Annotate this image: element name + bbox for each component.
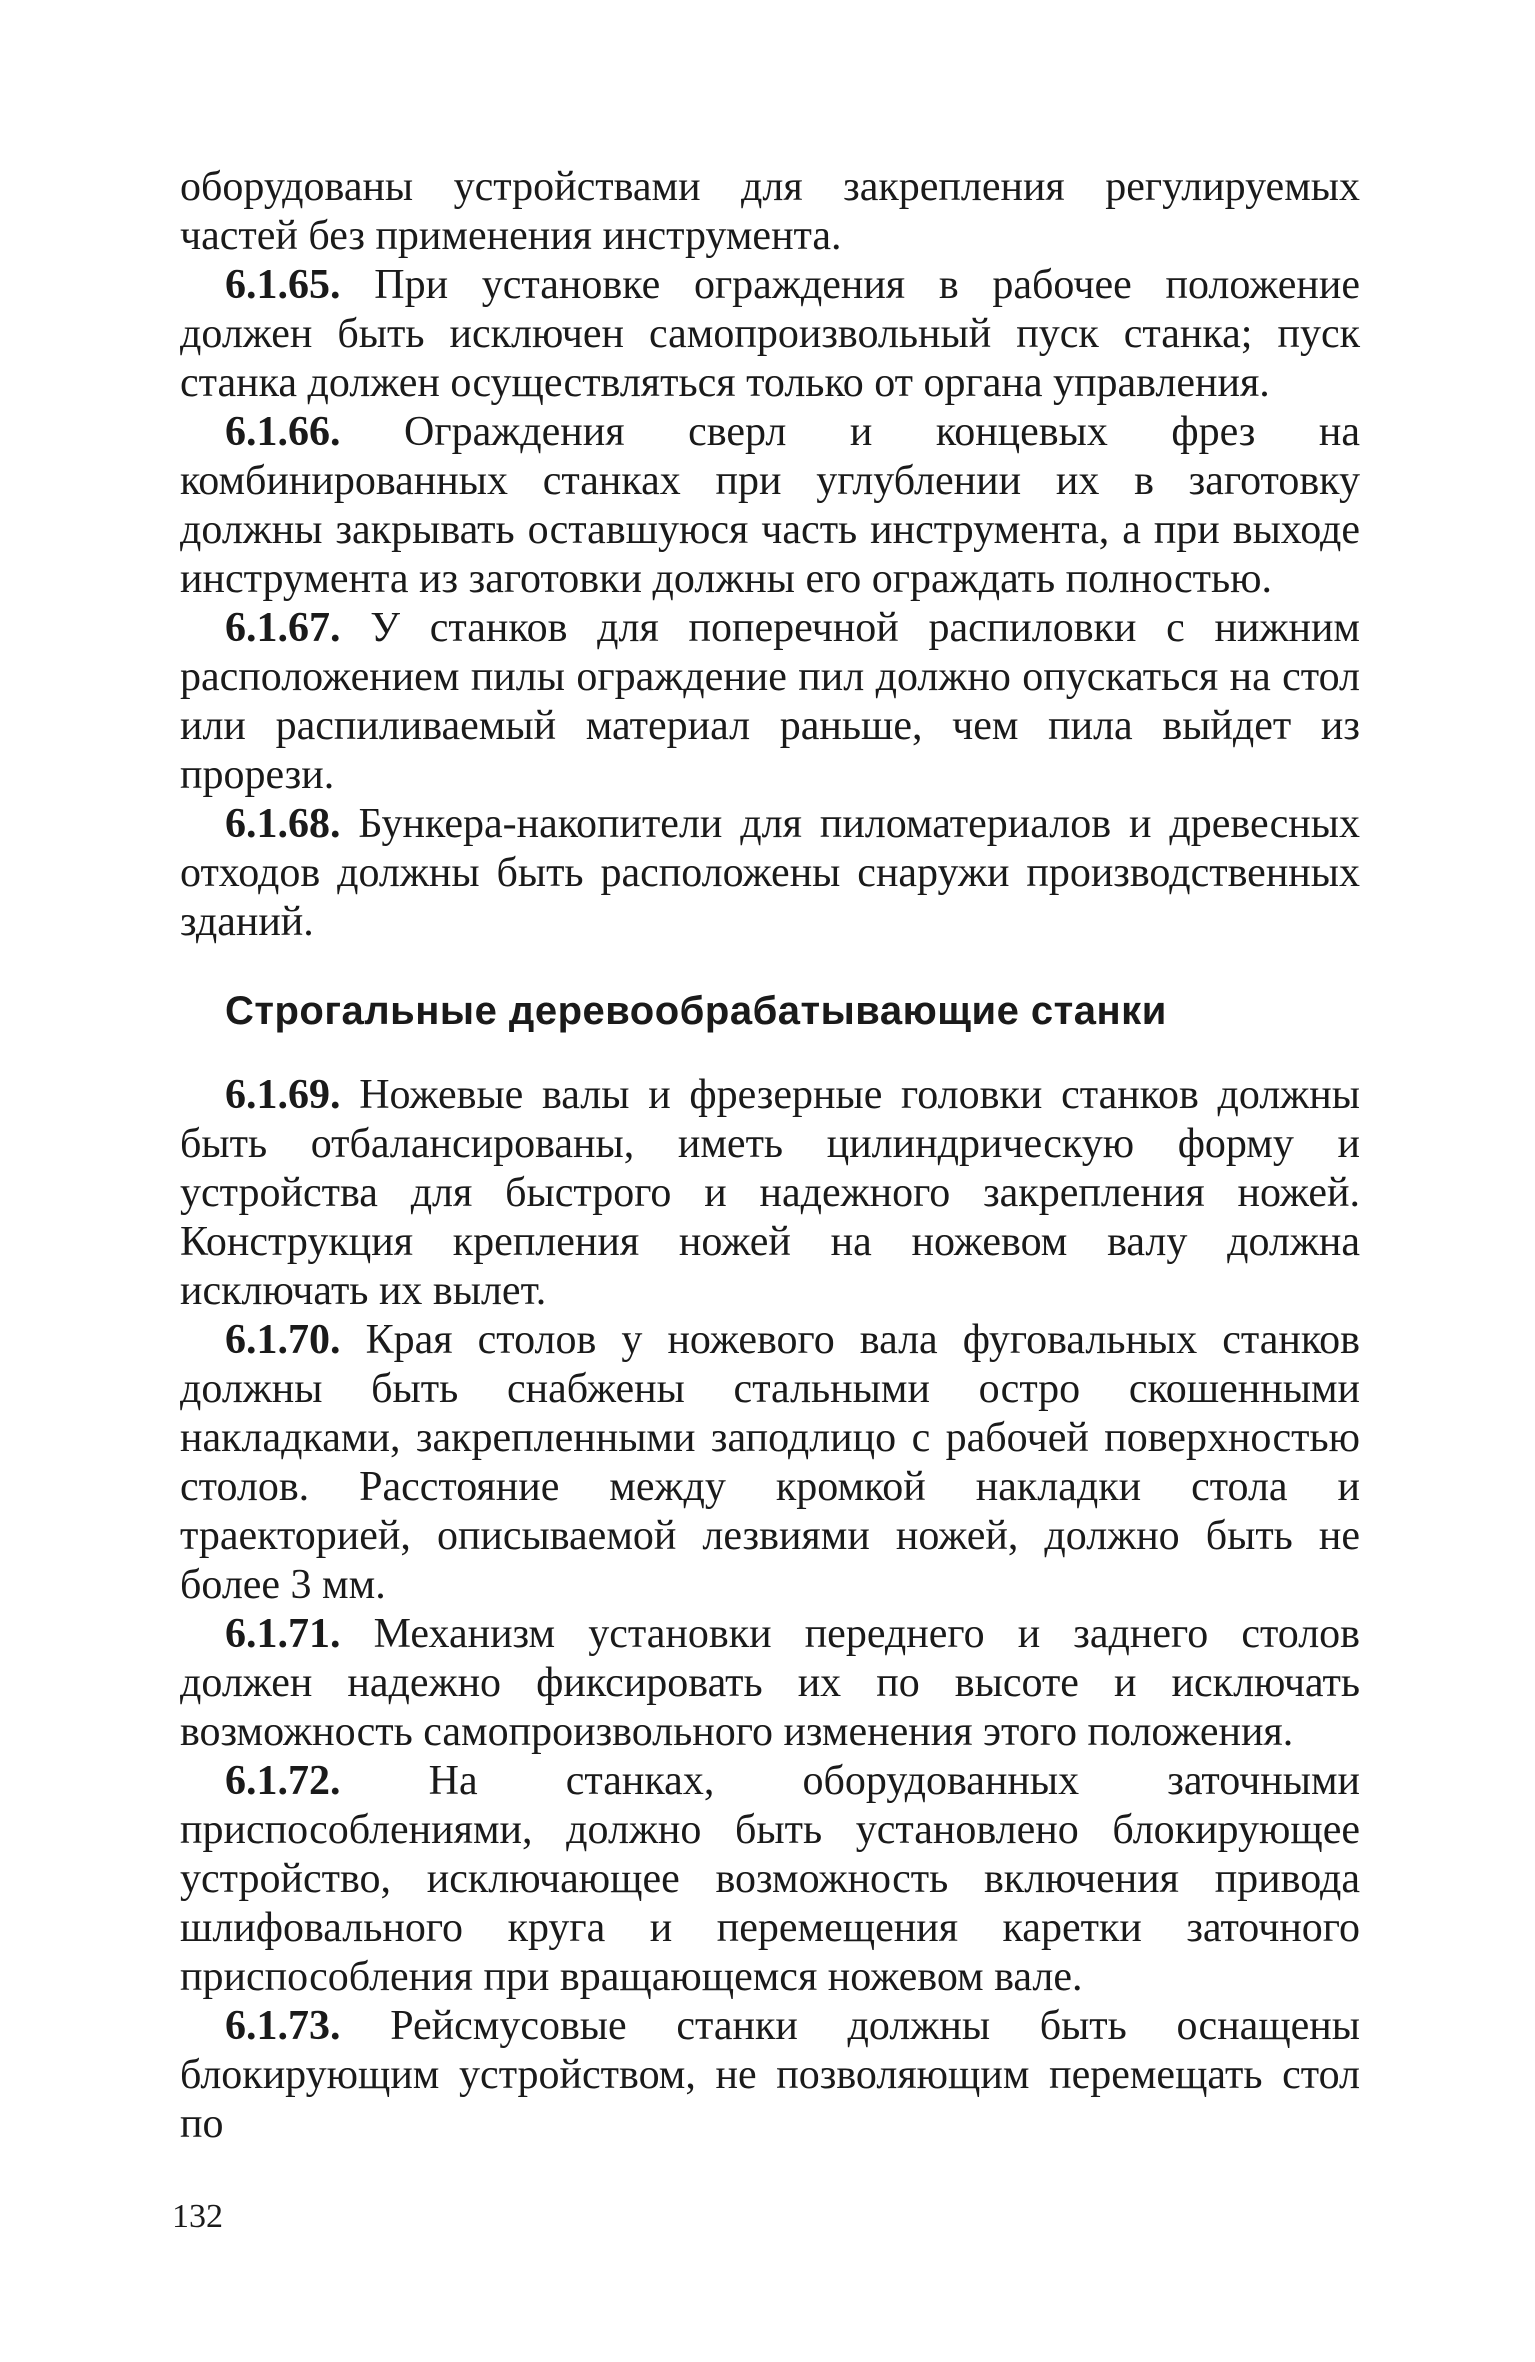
section-heading: Строгальные деревообрабатывающие станки: [225, 989, 1167, 1033]
clause-number: 6.1.67.: [225, 605, 341, 651]
clause-number: 6.1.65.: [225, 262, 341, 308]
clause-text: Края столов у ножевого вала фуговальных станков должны быть снабжены стальными остро скошенными накладками, закрепленными заподлицо с рабочей поверхностью столов. Расстояние между кромкой накладки стола и траекторией, описываемой лезвиями ножей, должно быть не более 3 мм.: [180, 1317, 1360, 1608]
clause-text: Ножевые валы и фрезерные головки станков должны быть отбалансированы, иметь цилиндрическую форму и устройства для быстрого и надежного закрепления ножей. Конструкция крепления ножей на ножевом валу должна исключать их вылет.: [180, 1072, 1360, 1314]
clause-number: 6.1.73.: [225, 2003, 341, 2049]
clause-paragraph: [180, 2002, 1360, 2149]
clause-paragraph: [180, 800, 1360, 947]
clause-paragraph: [180, 604, 1360, 800]
clause-text: При установке ограждения в рабочее положение должен быть исключен самопроизвольный пуск станка; пуск станка должен осуществляться только от органа управления.: [180, 262, 1361, 406]
clause-paragraph: [180, 1610, 1360, 1757]
clauses-after-heading: [180, 1071, 1360, 2149]
clause-text: На станках, оборудованных заточными приспособлениями, должно быть установлено блокирующее устройство, исключающее возможность включения привода шлифовального круга и перемещения каретки заточного приспособления при вращающемся ножевом вале.: [180, 1758, 1360, 2000]
clause-text: Ограждения сверл и концевых фрез на комбинированных станках при углублении их в заготовку должны закрывать оставшуюся часть инструмента, а при выходе инструмента из заготовки должны его ограждать полностью.: [180, 409, 1360, 602]
clause-text: Рейсмусовые станки должны быть оснащены блокирующим устройством, не позволяющим перемещать стол по: [180, 2003, 1360, 2147]
clause-number: 6.1.68.: [225, 801, 341, 847]
clause-number: 6.1.70.: [225, 1317, 341, 1363]
document-page: [180, 163, 1360, 2149]
clause-number: 6.1.66.: [225, 409, 341, 455]
clause-text: Бункера-накопители для пиломатериалов и древесных отходов должны быть расположены снаружи производственных зданий.: [180, 801, 1360, 945]
clause-paragraph: [180, 261, 1360, 408]
clause-paragraph: [180, 1316, 1360, 1610]
page-number: 132: [172, 2198, 223, 2235]
clause-paragraph: [180, 408, 1360, 604]
clause-paragraph: [180, 1757, 1360, 2002]
clause-text: У станков для поперечной распиловки с нижним расположением пилы ограждение пил должно опускаться на стол или распиливаемый материал раньше, чем пила выйдет из прорези.: [180, 605, 1361, 798]
intro-paragraph: оборудованы устройствами для закрепления регулируемых частей без применения инструмента.: [180, 164, 1360, 259]
clause-number: 6.1.72.: [225, 1758, 341, 1804]
clause-paragraph: [180, 1071, 1360, 1316]
clause-number: 6.1.71.: [225, 1611, 341, 1657]
clause-text: Механизм установки переднего и заднего столов должен надежно фиксировать их по высоте и исключать возможность самопроизвольного изменения этого положения.: [180, 1611, 1361, 1755]
clause-number: 6.1.69.: [225, 1072, 341, 1118]
clauses-before-heading: [180, 261, 1360, 947]
